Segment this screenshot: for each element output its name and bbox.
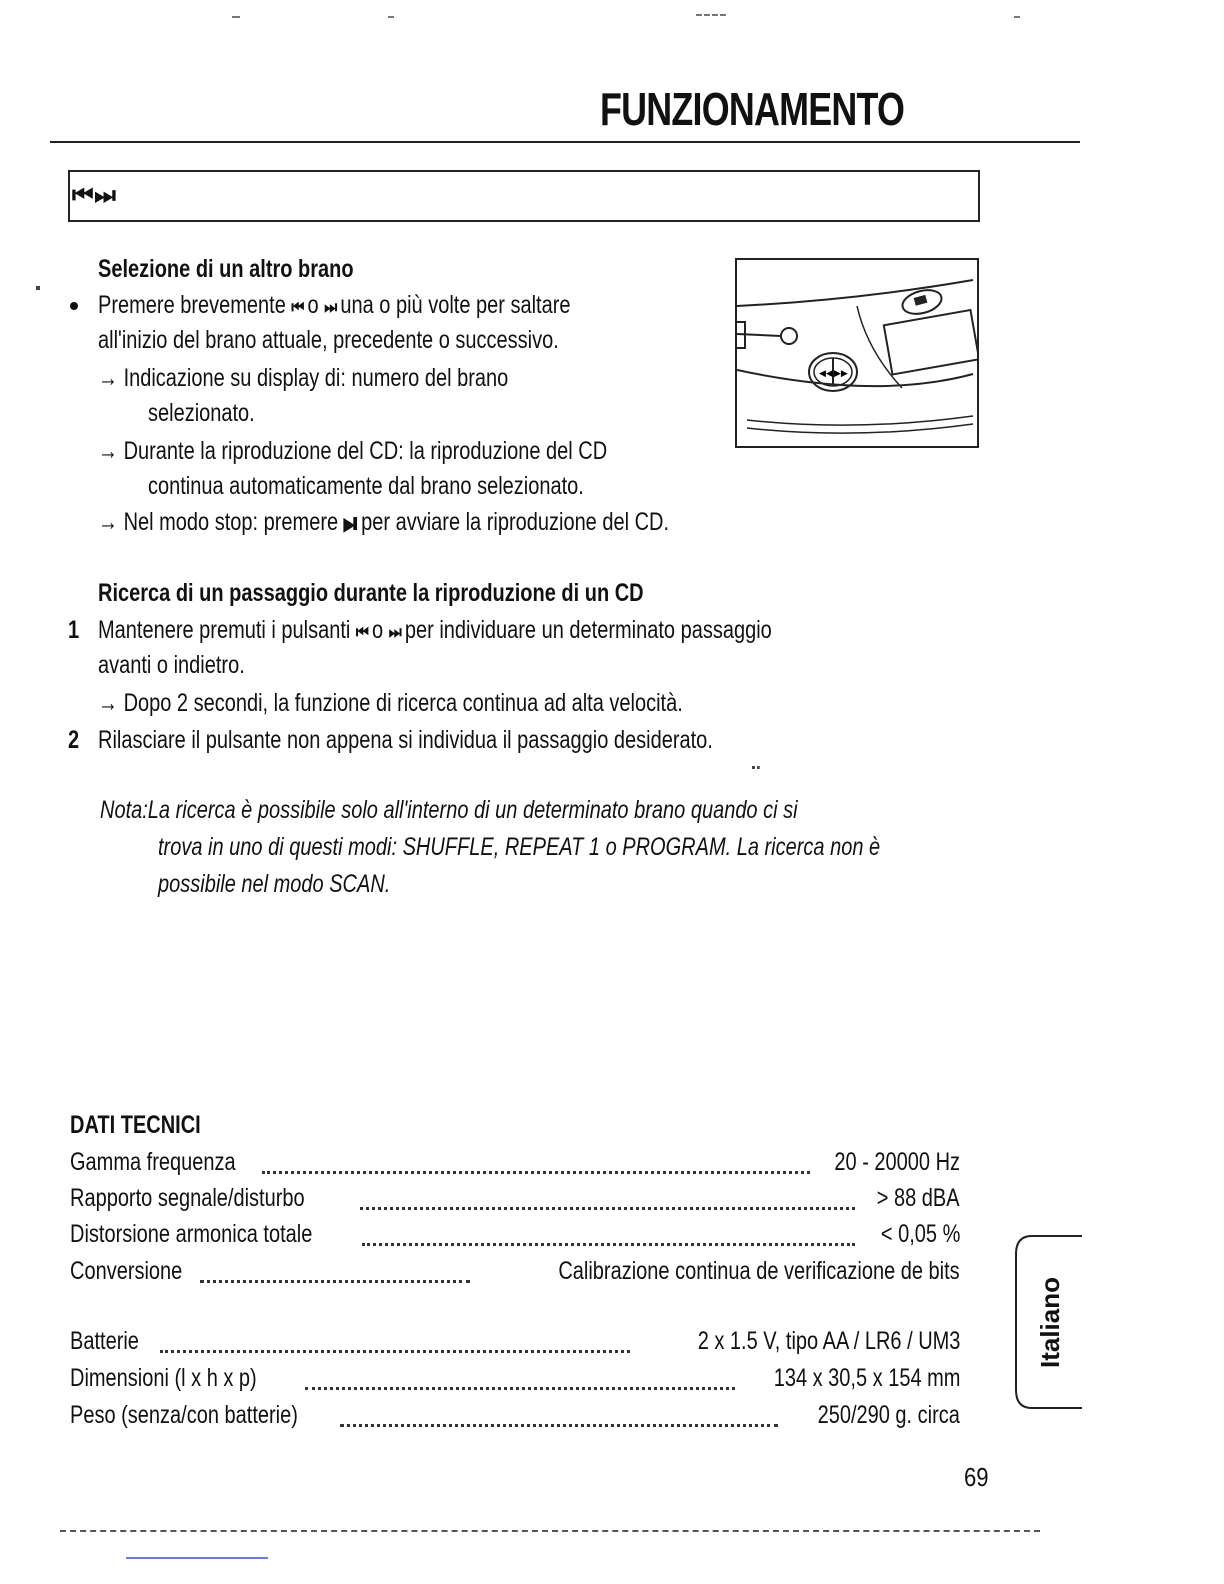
- scan-mark: [388, 16, 394, 18]
- arrow-icon: →: [98, 689, 118, 717]
- arrow-line-cont: continua automaticamente dal brano selezionato.: [148, 472, 584, 500]
- note-line: Nota:La ricerca è possibile solo all'interno di un determinato brano quando ci si: [100, 796, 798, 824]
- scan-mark: [232, 16, 240, 18]
- bullet-line: Premere brevemente ⏮ o ⏭ una o più volte per saltare: [98, 291, 571, 319]
- scan-mark: [752, 766, 760, 769]
- scan-dot: [36, 286, 40, 290]
- arrow-line: → Durante la riproduzione del CD: la riproduzione del CD: [98, 437, 608, 465]
- arrow-line-cont: selezionato.: [148, 399, 255, 427]
- leader-dots: [200, 1280, 470, 1283]
- spec-value: Calibrazione continua de verificazione de bits: [558, 1257, 960, 1285]
- leader-dots: [262, 1171, 810, 1174]
- arrow-icon: →: [98, 364, 118, 392]
- arrow-icon: →: [98, 437, 118, 465]
- language-tab: [1012, 1232, 1092, 1412]
- spec-label: Conversione: [70, 1257, 183, 1285]
- skip-buttons-box: [68, 170, 980, 222]
- section-heading-search: Ricerca di un passaggio durante la riproduzione di un CD: [98, 579, 644, 607]
- spec-label: Rapporto segnale/disturbo: [70, 1184, 305, 1212]
- step-text: Mantenere premuti i pulsanti ⏮ o ⏭ per individuare un determinato passaggio: [98, 616, 772, 644]
- svg-text:▶▶: ▶▶: [834, 369, 848, 379]
- arrow-line: → Dopo 2 secondi, la funzione di ricerca continua ad alta velocità.: [98, 689, 683, 717]
- scan-mark: [1014, 16, 1020, 18]
- spec-value: 20 - 20000 Hz: [834, 1148, 960, 1176]
- spec-value: 250/290 g. circa: [817, 1401, 960, 1429]
- leader-dots: [160, 1350, 630, 1353]
- spec-value: 2 x 1.5 V, tipo AA / LR6 / UM3: [697, 1327, 960, 1355]
- note-line: trova in uno di questi modi: SHUFFLE, REPEAT 1 o PROGRAM. La ricerca non è: [158, 833, 881, 861]
- arrow-line: → Nel modo stop: premere ▶II per avviare la riproduzione del CD.: [98, 508, 670, 536]
- play-pause-icon: ▶II: [343, 514, 356, 534]
- prev-track-icon: ⏮: [355, 622, 367, 642]
- cd-player-drawing: [737, 260, 977, 446]
- scan-mark: [696, 14, 726, 16]
- leader-dots: [305, 1387, 735, 1390]
- prev-track-icon: ⏮: [291, 297, 302, 317]
- step-number: 2: [68, 726, 80, 754]
- header-rule: [50, 141, 1080, 143]
- spec-label: Peso (senza/con batterie): [70, 1401, 298, 1429]
- language-label: Italiano: [1034, 1276, 1065, 1368]
- spec-row: [70, 1145, 960, 1180]
- spec-label: Distorsione armonica totale: [70, 1220, 313, 1248]
- note-line: possibile nel modo SCAN.: [158, 870, 391, 898]
- spec-row: [70, 1217, 960, 1252]
- scan-line: [126, 1557, 268, 1559]
- step-text: Rilasciare il pulsante non appena si individua il passaggio desiderato.: [98, 726, 713, 754]
- arrow-line: → Indicazione su display di: numero del brano: [98, 364, 509, 392]
- next-track-icon: ⏭: [388, 622, 400, 642]
- page-title: FUNZIONAMENTO: [600, 83, 905, 135]
- bullet-line: all'inizio del brano attuale, precedente o successivo.: [98, 326, 559, 354]
- spec-row: [70, 1181, 960, 1216]
- cd-player-illustration: [735, 258, 979, 448]
- spec-value: < 0,05 %: [880, 1220, 960, 1248]
- next-track-icon: ⏭: [324, 297, 335, 317]
- arrow-icon: →: [98, 508, 118, 536]
- scan-line: [60, 1530, 1040, 1532]
- specs-heading: DATI TECNICI: [70, 1111, 201, 1139]
- spec-row: [70, 1361, 960, 1396]
- section-heading-track-select: Selezione di un altro brano: [98, 255, 354, 283]
- bullet-icon: [70, 302, 78, 310]
- step-text-cont: avanti o indietro.: [98, 651, 245, 679]
- leader-dots: [340, 1424, 778, 1427]
- spec-value: > 88 dBA: [877, 1184, 960, 1212]
- leader-dots: [362, 1243, 855, 1246]
- spec-row: [70, 1398, 960, 1433]
- page-number: 69: [964, 1462, 989, 1492]
- svg-text:◀◀: ◀◀: [819, 369, 833, 379]
- skip-prev-next-icon: ⏮ ⏭: [72, 182, 113, 209]
- leader-dots: [360, 1207, 855, 1210]
- spec-row: [70, 1324, 960, 1359]
- step-number: 1: [68, 616, 80, 644]
- spec-label: Gamma frequenza: [70, 1148, 236, 1176]
- spec-row: [70, 1254, 960, 1289]
- spec-label: Batterie: [70, 1327, 139, 1355]
- spec-label: Dimensioni (l x h x p): [70, 1364, 257, 1392]
- spec-value: 134 x 30,5 x 154 mm: [773, 1364, 960, 1392]
